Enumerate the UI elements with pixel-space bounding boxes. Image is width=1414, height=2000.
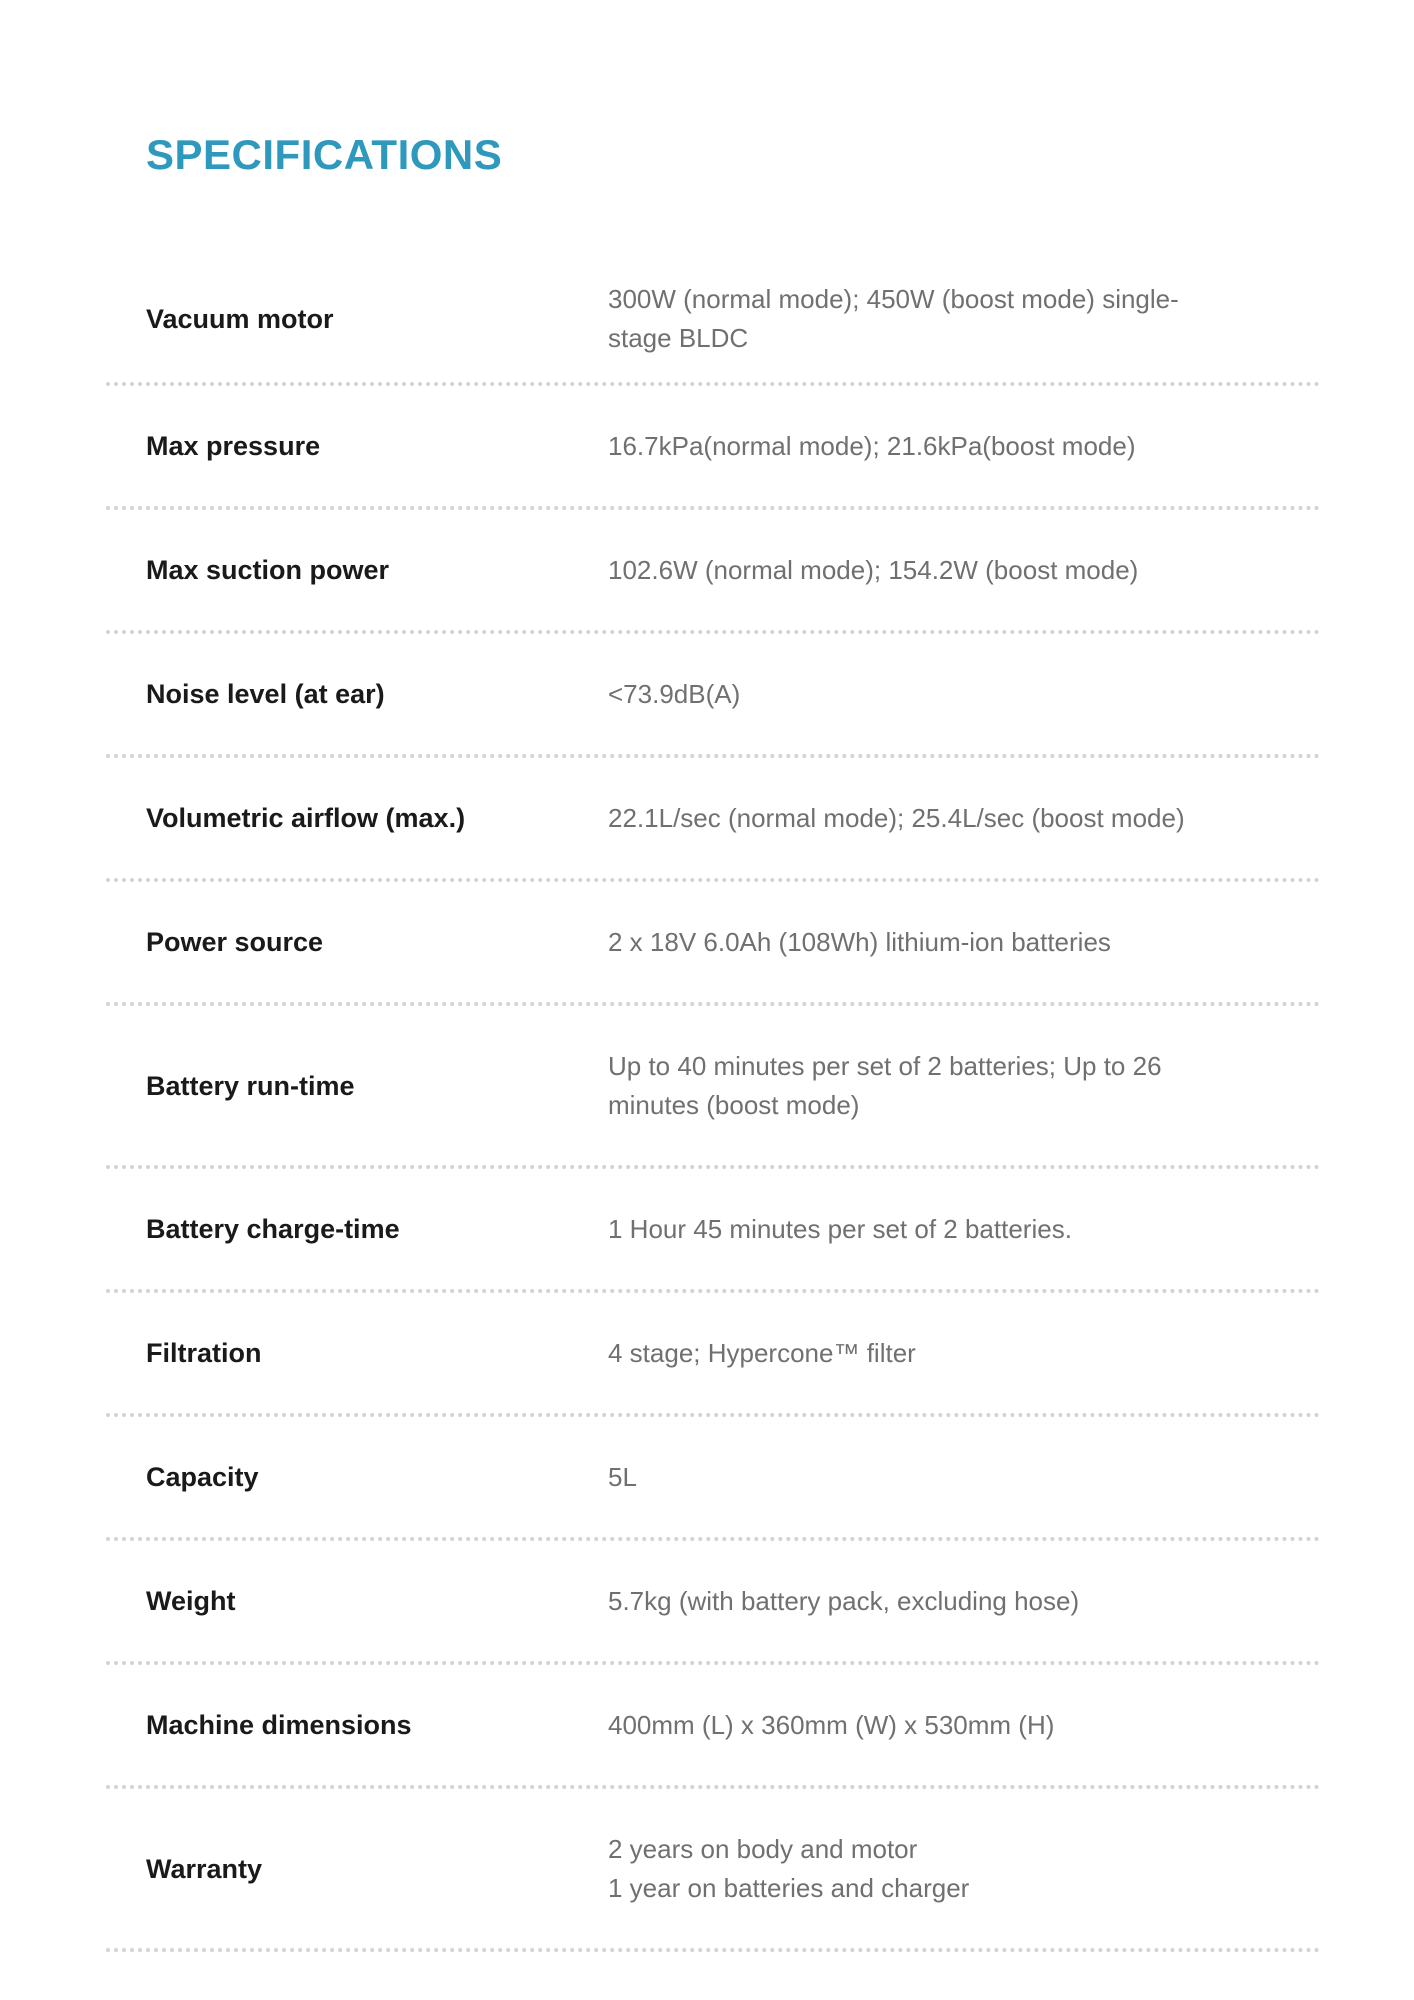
spec-value [608, 923, 1268, 962]
spec-value-line: 22.1L/sec (normal mode); 25.4L/sec (boost mode) [608, 802, 1185, 833]
spec-table [106, 256, 1320, 1952]
spec-label: Volumetric airflow (max.) [146, 803, 466, 833]
spec-value [608, 799, 1268, 838]
spec-label: Warranty [146, 1853, 263, 1884]
spec-value [608, 427, 1268, 466]
spec-label: Max suction power [146, 555, 390, 585]
spec-value [608, 1334, 1268, 1373]
spec-value-line: 2 x 18V 6.0Ah (108Wh) lithium-ion batteries [608, 926, 1111, 957]
spec-value-line: 102.6W (normal mode); 154.2W (boost mode) [608, 554, 1139, 585]
spec-row [106, 1541, 1320, 1665]
spec-value-line: 300W (normal mode); 450W (boost mode) single- [608, 284, 1179, 314]
spec-value-line: 1 year on batteries and charger [608, 1872, 970, 1903]
spec-value [608, 280, 1268, 358]
spec-value-line: <73.9dB(A) [608, 678, 741, 709]
spec-value [608, 1047, 1268, 1125]
spec-row [106, 1006, 1320, 1169]
spec-label: Battery run-time [146, 1070, 355, 1101]
spec-value-line: 1 Hour 45 minutes per set of 2 batteries. [608, 1213, 1072, 1244]
spec-value [608, 1458, 1268, 1497]
spec-value-line: 400mm (L) x 360mm (W) x 530mm (H) [608, 1709, 1055, 1740]
spec-label: Vacuum motor [146, 304, 334, 334]
spec-row [106, 256, 1320, 386]
spec-row [106, 510, 1320, 634]
spec-value-line: Up to 40 minutes per set of 2 batteries; Up to 26 [608, 1050, 1162, 1081]
spec-value-line: 5L [608, 1461, 637, 1492]
spec-row [106, 1789, 1320, 1952]
spec-row [106, 1293, 1320, 1417]
spec-value-line: 2 years on body and motor [608, 1833, 918, 1864]
spec-value-line: 16.7kPa(normal mode); 21.6kPa(boost mode) [608, 430, 1136, 461]
page-title: SPECIFICATIONS [146, 131, 503, 178]
spec-value [608, 1706, 1268, 1745]
spec-value [608, 1830, 1268, 1908]
spec-label: Capacity [146, 1462, 259, 1492]
spec-value-line: stage BLDC [608, 323, 749, 353]
spec-row [106, 634, 1320, 758]
spec-row [106, 386, 1320, 510]
spec-row [106, 1665, 1320, 1789]
spec-row [106, 1169, 1320, 1293]
spec-label: Battery charge-time [146, 1214, 400, 1244]
spec-label: Machine dimensions [146, 1710, 412, 1740]
spec-value [608, 551, 1268, 590]
spec-row [106, 882, 1320, 1006]
spec-label: Power source [146, 927, 324, 957]
spec-label: Filtration [146, 1338, 262, 1368]
spec-value-line: 5.7kg (with battery pack, excluding hose) [608, 1585, 1080, 1616]
spec-value [608, 1582, 1268, 1621]
spec-row [106, 758, 1320, 882]
spec-row [106, 1417, 1320, 1541]
spec-value [608, 1210, 1268, 1249]
spec-label: Noise level (at ear) [146, 679, 385, 709]
spec-value-line: 4 stage; Hypercone™ filter [608, 1337, 916, 1368]
spec-label: Weight [146, 1586, 236, 1616]
spec-value [608, 675, 1268, 714]
spec-value-line: minutes (boost mode) [608, 1089, 860, 1120]
spec-label: Max pressure [146, 431, 321, 461]
